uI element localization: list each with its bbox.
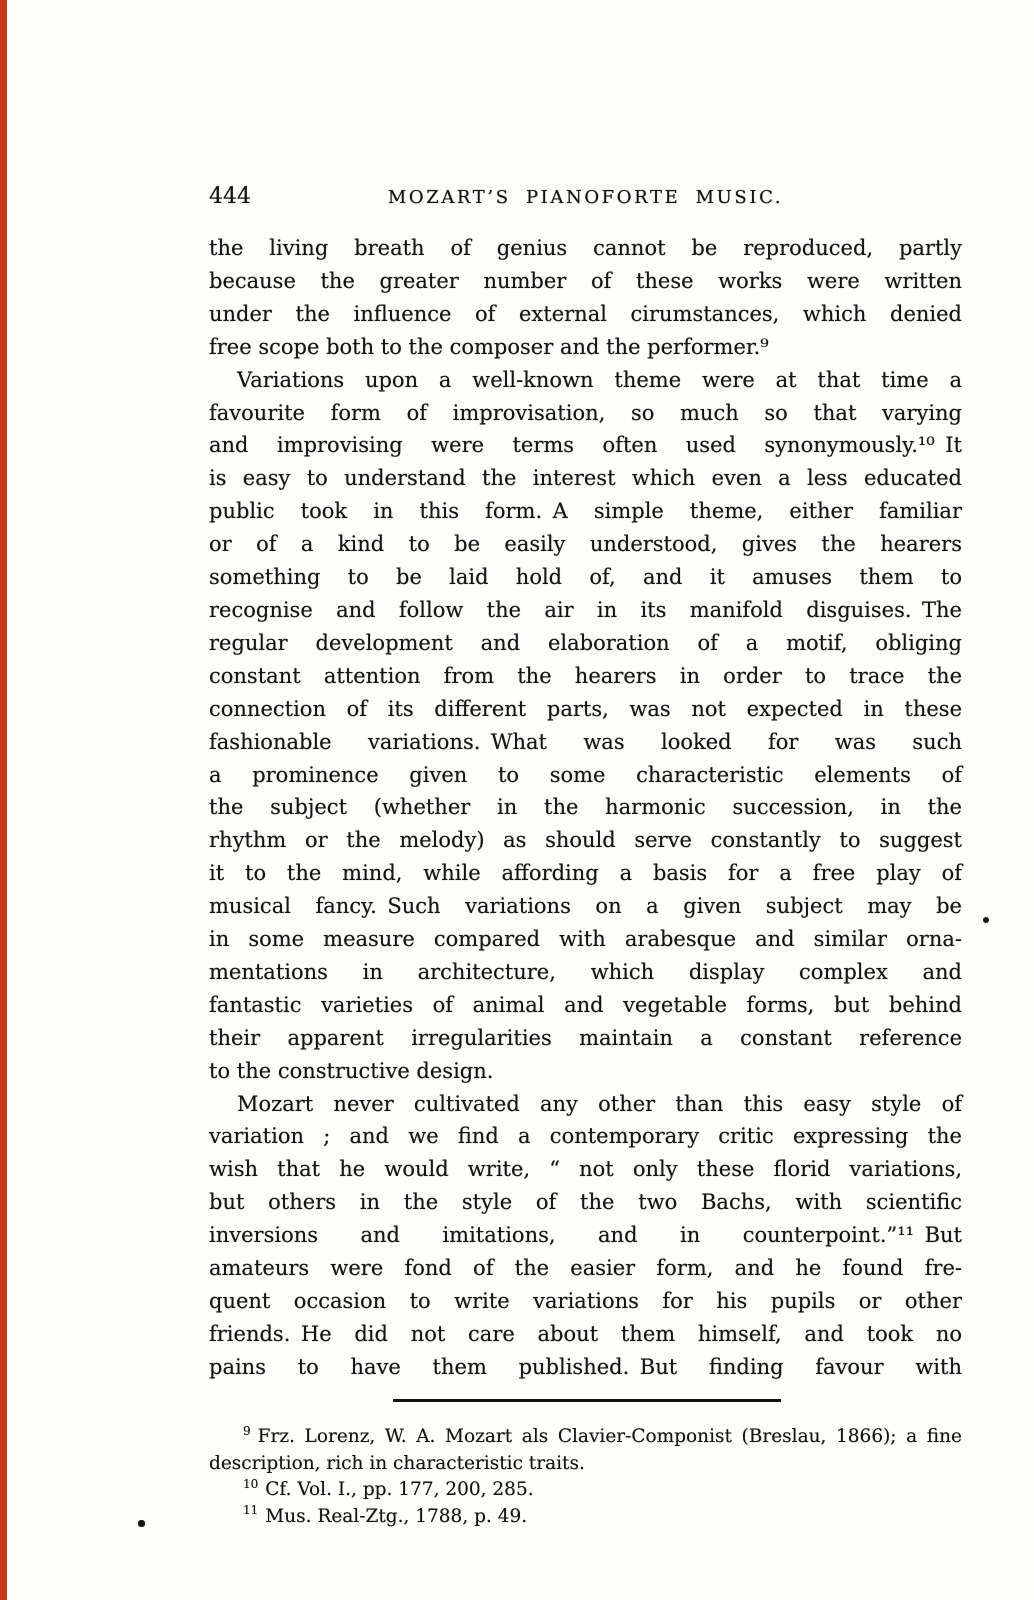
- text-line: Variations upon a well-known theme were at that time a: [237, 367, 962, 392]
- ink-speck: [138, 1520, 145, 1527]
- text-line: something to be laid hold of, and it amuses them to: [209, 565, 962, 590]
- text-line: amateurs were fond of the easier form, and he found fre-: [209, 1256, 962, 1281]
- text-line: or of a kind to be easily understood, gives the hearers: [209, 532, 962, 557]
- footnote-marker: 9: [243, 1423, 251, 1438]
- text-line: favourite form of improvisation, so much so that varying: [209, 400, 962, 425]
- text-line: in some measure compared with arabesque and similar orna-: [209, 927, 962, 952]
- footnote-line: $^{11}$ Mus. Real-Ztg., 1788, p. 49.: [243, 1503, 528, 1527]
- text-line: fashionable variations. What was looked for was such: [209, 729, 962, 754]
- text-line: but others in the style of the two Bachs, with scientific: [209, 1190, 962, 1215]
- text-line: public took in this form. A simple theme, either familiar: [209, 499, 962, 524]
- text-line: Mozart never cultivated any other than this easy style of: [237, 1091, 962, 1116]
- footnotes-block: [209, 1424, 962, 1530]
- text-line: pains to have them published. But finding favour with: [209, 1354, 962, 1379]
- footnote-divider-rule: [393, 1399, 781, 1402]
- page-number: 444: [209, 184, 251, 209]
- footnote-marker: 11: [243, 1503, 259, 1518]
- text-line: the living breath of genius cannot be reproduced, partly: [209, 236, 962, 260]
- text-line: quent occasion to write variations for his pupils or other: [209, 1289, 962, 1313]
- text-line: fantastic varieties of animal and vegetable forms, but behind: [209, 992, 962, 1017]
- footnote-line: description, rich in characteristic traits.: [209, 1452, 585, 1474]
- footnote-line: $^9$ Frz. Lorenz, W. A. Mozart als Clavier-Componist (Breslau, 1866); a fine: [243, 1423, 962, 1447]
- footnote-line: $^{10}$ Cf. Vol. I., pp. 177, 200, 285.: [243, 1476, 534, 1500]
- text-line: mentations in architecture, which display complex and: [209, 959, 962, 984]
- text-line: regular development and elaboration of a motif, obliging: [209, 630, 962, 655]
- text-line: friends. He did not care about them himself, and took no: [209, 1321, 962, 1346]
- text-line: their apparent irregularities maintain a constant reference: [209, 1025, 962, 1050]
- scan-edge-color-stripe: [0, 0, 7, 1600]
- text-line: inversions and imitations, and in counterpoint.”¹¹ But: [209, 1223, 962, 1248]
- text-line: rhythm or the melody) as should serve constantly to suggest: [209, 828, 962, 853]
- text-line: the subject (whether in the harmonic succession, in the: [209, 795, 962, 820]
- text-line: it to the mind, while affording a basis for a free play of: [209, 861, 962, 886]
- text-line: to the constructive design.: [209, 1058, 494, 1083]
- text-line: musical fancy. Such variations on a given subject may be: [209, 894, 962, 919]
- text-line: and improvising were terms often used synonymously.¹⁰ It: [209, 433, 962, 458]
- text-line: variation ; and we find a contemporary critic expressing the: [209, 1124, 962, 1149]
- text-line: a prominence given to some characteristic elements of: [209, 762, 962, 787]
- text-line: wish that he would write, “ not only these florid variations,: [209, 1157, 962, 1182]
- text-line: free scope both to the composer and the performer.⁹: [209, 334, 769, 359]
- text-line: connection of its different parts, was not expected in these: [209, 696, 962, 721]
- text-line: because the greater number of these works were written: [209, 268, 962, 293]
- text-line: is easy to understand the interest which even a less educated: [209, 466, 962, 491]
- text-line: constant attention from the hearers in order to trace the: [209, 663, 962, 688]
- body-text: [209, 232, 962, 1384]
- footnote-marker: 10: [243, 1476, 259, 1491]
- running-header-title: MOZART’S PIANOFORTE MUSIC.: [387, 187, 784, 208]
- text-line: recognise and follow the air in its manifold disguises. The: [209, 597, 962, 622]
- ink-speck: [983, 917, 989, 923]
- text-line: under the influence of external cirumstances, which denied: [209, 301, 962, 326]
